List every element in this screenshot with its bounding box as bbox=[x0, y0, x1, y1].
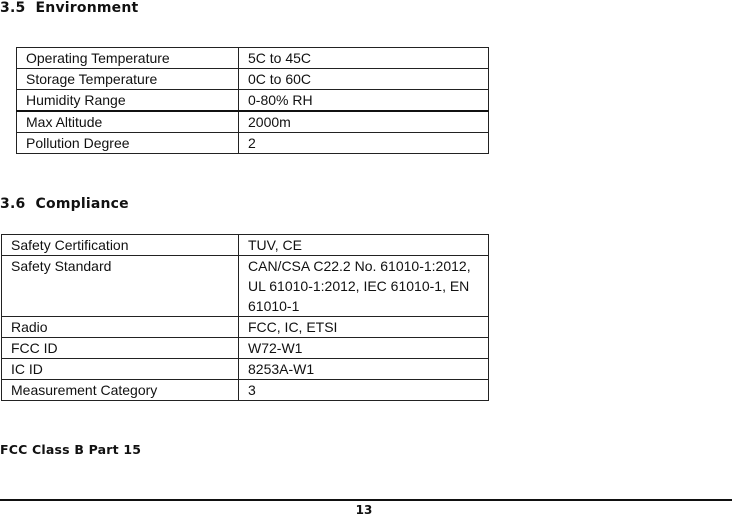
row-value: 8253A-W1 bbox=[239, 359, 489, 380]
row-label: Radio bbox=[2, 317, 239, 338]
row-label: Max Altitude bbox=[17, 111, 239, 133]
row-value: CAN/CSA C22.2 No. 61010-1:2012, UL 61010-1:2012, IEC 61010-1, EN 61010-1 bbox=[239, 256, 489, 317]
table-row bbox=[2, 256, 489, 317]
row-label: Humidity Range bbox=[17, 90, 239, 112]
section-heading-compliance: 3.6 Compliance bbox=[0, 196, 129, 212]
row-value: FCC, IC, ETSI bbox=[239, 317, 489, 338]
table-row bbox=[17, 69, 489, 90]
row-value: 0C to 60C bbox=[239, 69, 489, 90]
row-value: 3 bbox=[239, 380, 489, 401]
page-number: 13 bbox=[355, 503, 373, 517]
table-row bbox=[2, 380, 489, 401]
row-value: TUV, CE bbox=[239, 235, 489, 256]
row-value: 0-80% RH bbox=[239, 90, 489, 112]
row-label: IC ID bbox=[2, 359, 239, 380]
section-heading-environment: 3.5 Environment bbox=[0, 0, 139, 16]
environment-table bbox=[16, 47, 489, 154]
row-value: W72-W1 bbox=[239, 338, 489, 359]
row-label: Storage Temperature bbox=[17, 69, 239, 90]
row-value: 2000m bbox=[239, 111, 489, 133]
table-row bbox=[2, 338, 489, 359]
row-label: Measurement Category bbox=[2, 380, 239, 401]
section-heading-fcc: FCC Class B Part 15 bbox=[0, 442, 142, 457]
table-row bbox=[2, 359, 489, 380]
row-label: FCC ID bbox=[2, 338, 239, 359]
row-label: Safety Certification bbox=[2, 235, 239, 256]
row-label: Pollution Degree bbox=[17, 133, 239, 154]
table-row bbox=[17, 48, 489, 69]
table-row bbox=[2, 317, 489, 338]
compliance-table bbox=[1, 234, 489, 401]
table-row bbox=[2, 235, 489, 256]
table-row bbox=[17, 90, 489, 112]
row-label: Safety Standard bbox=[2, 256, 239, 317]
row-label: Operating Temperature bbox=[17, 48, 239, 69]
row-value: 5C to 45C bbox=[239, 48, 489, 69]
footer-divider bbox=[0, 499, 732, 501]
table-row bbox=[17, 111, 489, 133]
row-value: 2 bbox=[239, 133, 489, 154]
table-row bbox=[17, 133, 489, 154]
